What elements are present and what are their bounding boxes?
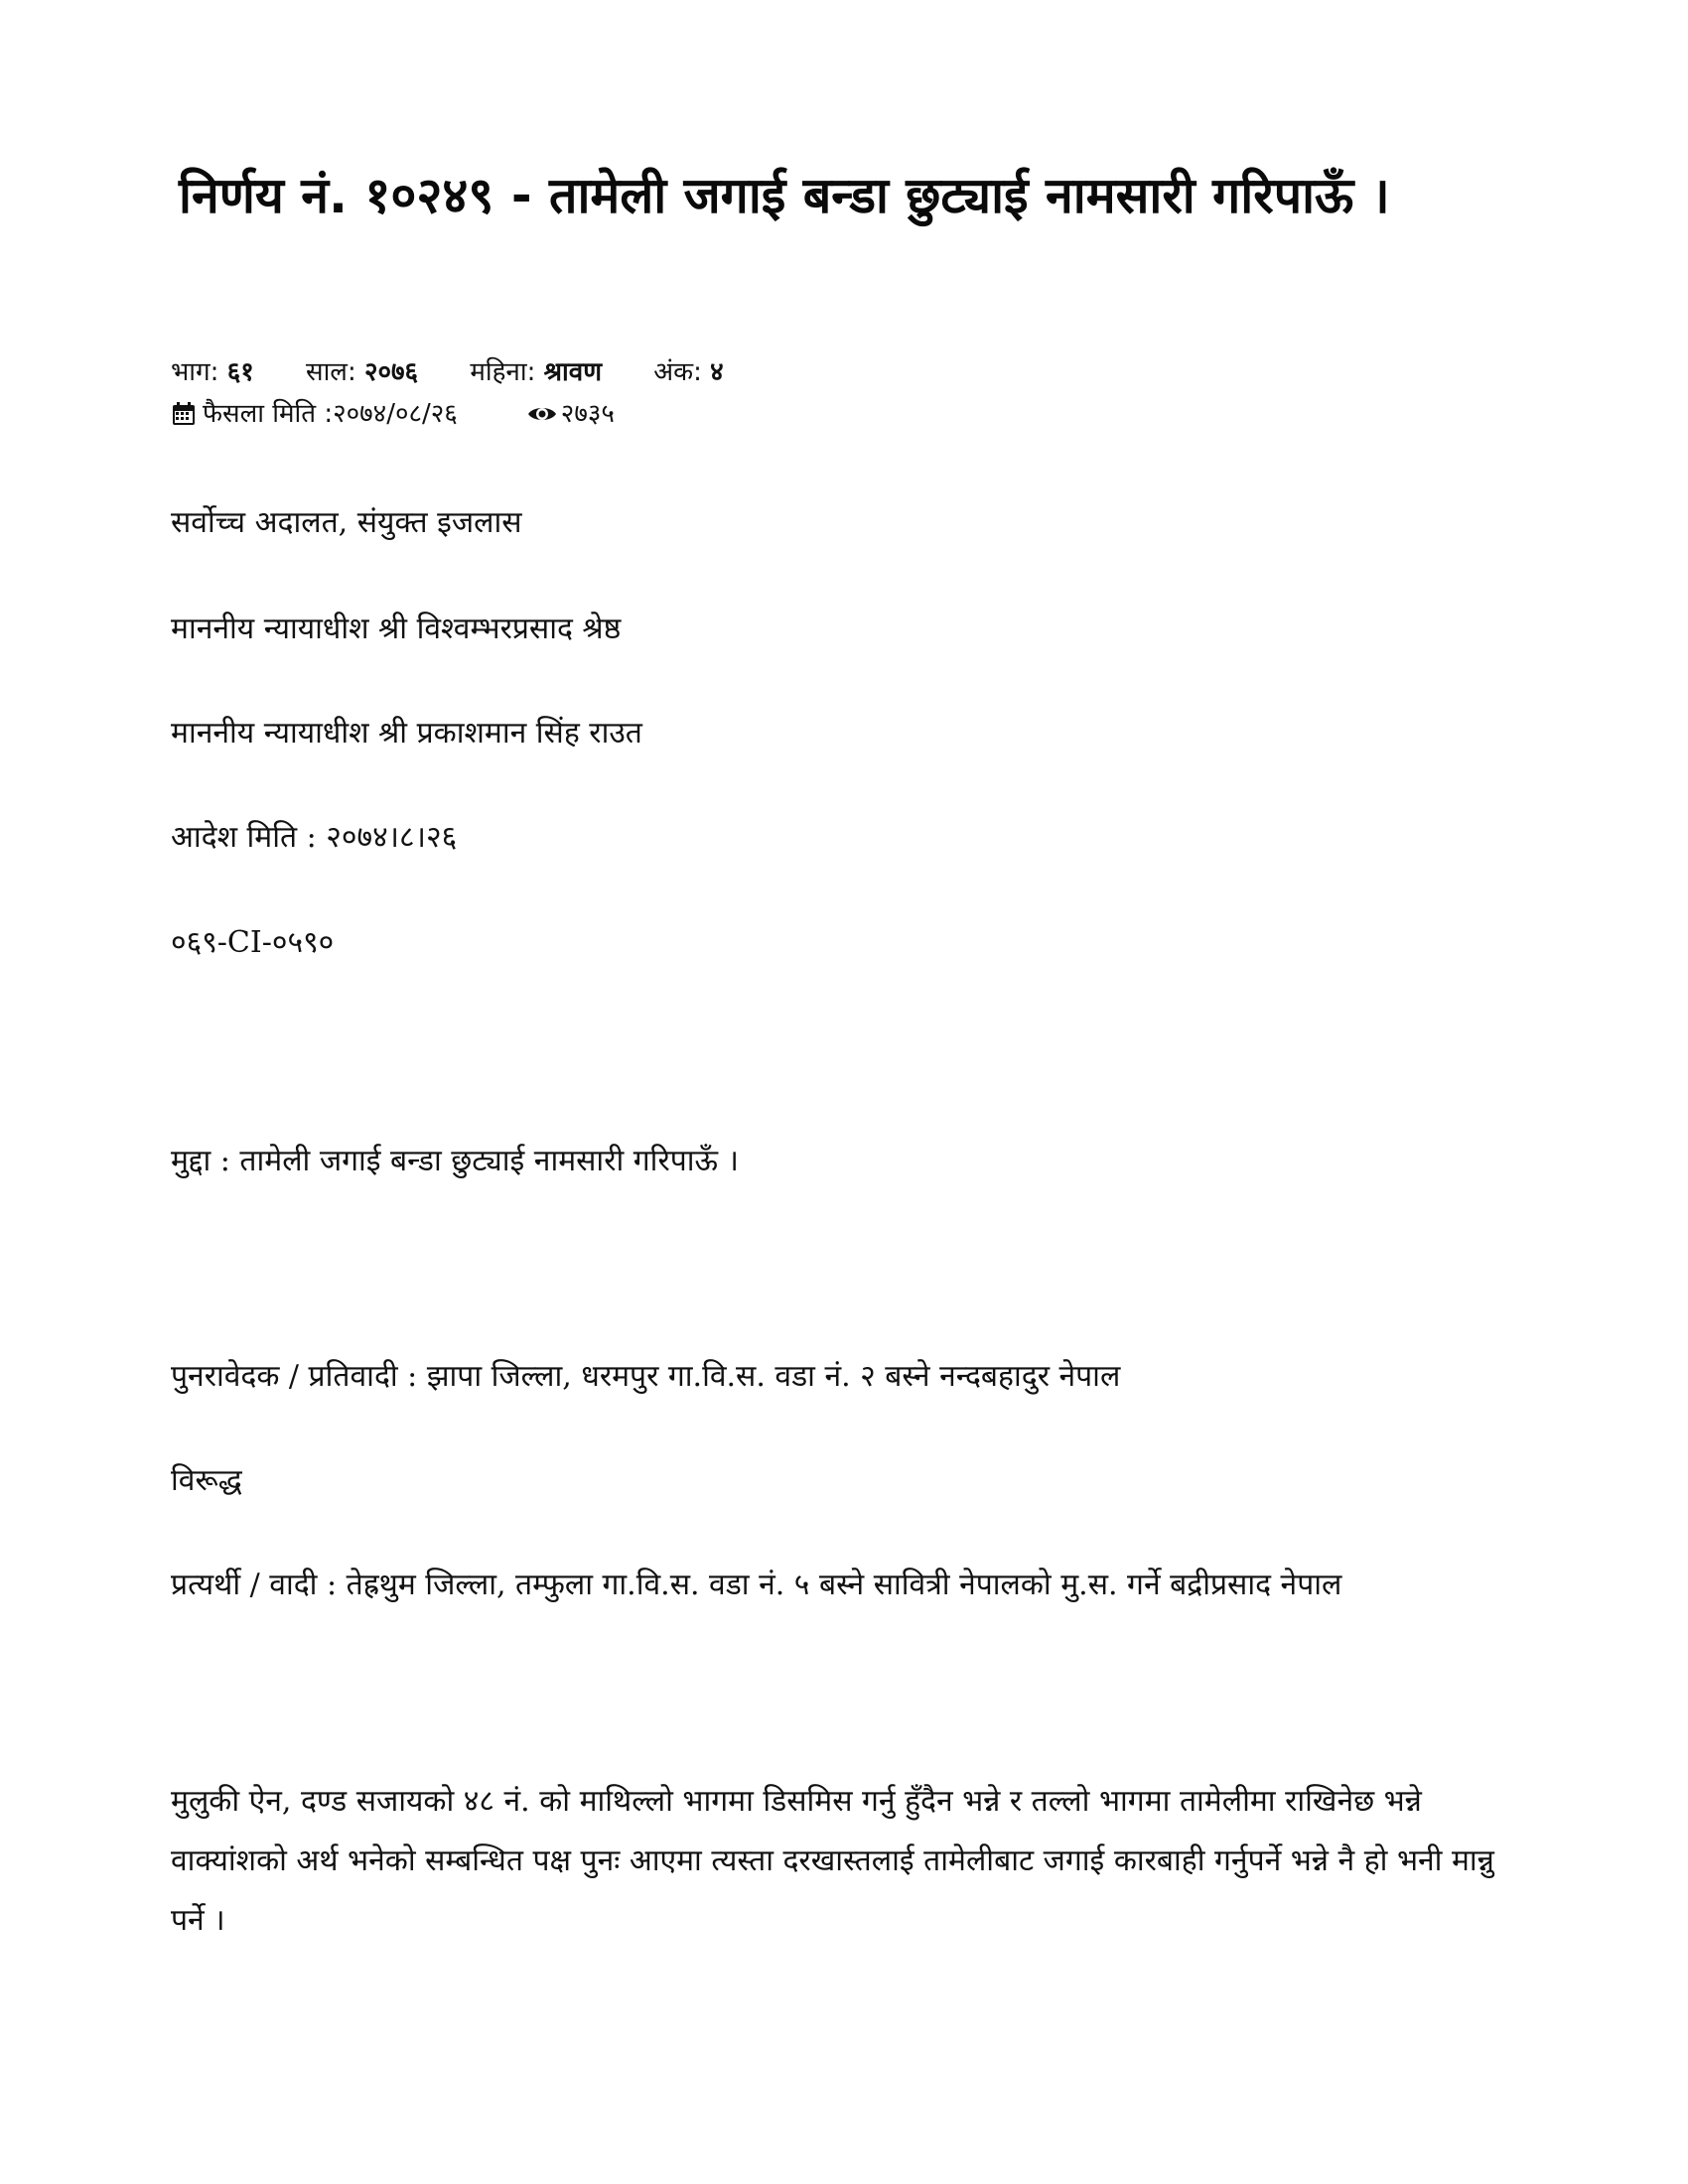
- meta-issue-label: अंक:: [653, 357, 702, 387]
- document-title: निर्णय नं. १०२४९ - तामेली जगाई बन्डा छुट्याई नामसारी गरिपाऊँ ।: [179, 167, 1390, 224]
- meta-year: [306, 357, 418, 387]
- calendar-icon: [171, 401, 197, 427]
- decision-date: फैसला मिति :२०७४/०८/२६: [203, 399, 458, 429]
- meta-part-value: ६१: [226, 357, 254, 387]
- appellant: पुनरावेदक / प्रतिवादी : झापा जिल्ला, धरमपुर गा.वि.स. वडा नं. २ बस्ने नन्दबहादुर नेपाल: [171, 1359, 1121, 1394]
- judge-2: माननीय न्यायाधीश श्री प्रकाशमान सिंह राउत: [171, 716, 642, 751]
- meta-part-label: भाग:: [171, 357, 219, 387]
- meta-month-value: श्रावण: [543, 357, 603, 387]
- order-date: आदेश मिति : २०७४।८।२६: [171, 820, 458, 855]
- meta-part: [171, 357, 254, 387]
- views-group: [527, 394, 615, 434]
- view-count: २७३५: [560, 399, 615, 429]
- meta-month: [470, 357, 602, 387]
- court-name: सर्वोच्च अदालत, संयुक्त इजलास: [171, 505, 522, 540]
- meta-year-label: साल:: [306, 357, 356, 387]
- summary-paragraph: मुलुकी ऐन, दण्ड सजायको ४८ नं. को माथिल्लो भागमा डिसमिस गर्नु हुँदैन भन्ने र तल्लो भागमा तामेलीमा राखिनेछ भन्ने वाक्यांशको अर्थ भनेको सम्बन्धित पक्ष पुनः आएमा त्यस्ता दरखास्तलाई तामेलीबाट जगाई कारबाही गर्नुपर्ने भन्ने नै हो भनी मान्नु पर्ने ।: [171, 1784, 1494, 1938]
- meta-issue: [653, 357, 723, 387]
- versus-label: विरूद्ध: [171, 1463, 242, 1498]
- decision-date-group: [171, 394, 458, 434]
- case-subject: मुद्दा : तामेली जगाई बन्डा छुट्याई नामसारी गरिपाऊँ ।: [171, 1144, 739, 1178]
- respondent: प्रत्यर्थी / वादी : तेह्रथुम जिल्ला, तम्फुला गा.वि.स. वडा नं. ५ बस्ने सावित्री नेपालको मु.स. गर्ने बद्रीप्रसाद नेपाल: [171, 1568, 1342, 1602]
- meta-month-label: महिना:: [470, 357, 536, 387]
- case-number: ०६९-CI-०५९०: [171, 925, 335, 960]
- eye-icon: [527, 403, 557, 425]
- meta-year-value: २०७६: [363, 357, 419, 387]
- judge-1: माननीय न्यायाधीश श्री विश्वम्भरप्रसाद श्रेष्ठ: [171, 612, 622, 646]
- decision-meta: [171, 394, 615, 434]
- publication-meta: [171, 352, 768, 392]
- meta-issue-value: ४: [710, 357, 724, 387]
